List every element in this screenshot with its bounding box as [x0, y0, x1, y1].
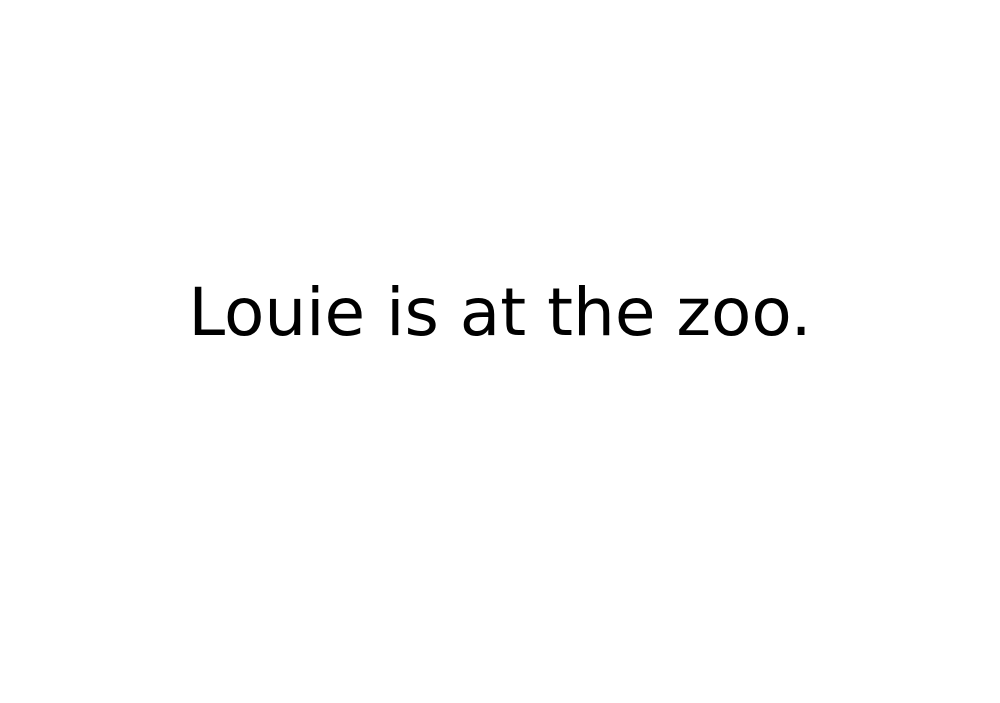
page-sentence: Louie is at the zoo. [188, 274, 812, 351]
